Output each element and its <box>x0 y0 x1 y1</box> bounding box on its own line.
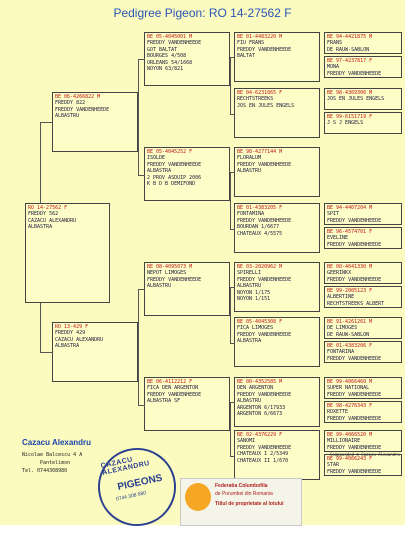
gen3-box-1: BE 01-4483220 M FIU FRANS FREDDY VANDENHEEDE BALTAT <box>234 32 320 82</box>
breeder: CAZACU ALEXANDRU <box>28 217 77 224</box>
gen3-box-3: BE 98-4277144 M FLORALUM FREDDY VANDENHEEDE ALBASTRU <box>234 147 320 197</box>
gen4-box-3: BE 98-4369306 M JOS EN JULES ENGELS <box>324 88 402 110</box>
subject-box <box>25 203 110 303</box>
gen3-box-2: BE 04-6231865 F RECHTSTREEKS JOS EN JULES ENGELS <box>234 88 320 138</box>
gen4-box-8: BE 99-2005123 F ALBERTINE RECHTSTREEKS ALBERT <box>324 286 402 308</box>
connector <box>230 402 235 457</box>
gen4-box-2: BE 97-4237817 F MONA FREDDY VANDENHEEDE <box>324 56 402 78</box>
gen4-box-10: BE 01-4383206 F FONTARINA FREDDY VANDENHEEDE <box>324 341 402 363</box>
gen4-box-1: BE 94-4421875 M FRANS DE RAUW-SABLON <box>324 32 402 54</box>
owner-phone: Tel. 0744308980 <box>22 468 68 474</box>
gen4-box-9: BE 91-4261261 M DE LIMOGES DE RAUW-SABLON <box>324 317 402 339</box>
gen4-box-5: BE 94-4407204 M SPIT FREDDY VANDENHEEDE <box>324 203 402 225</box>
connector <box>40 303 53 353</box>
gen2-box-3: BE 08-4095073 M NEPOT LIMOGES FREDDY VANDENHEEDE ALBASTRU <box>144 262 230 316</box>
dove-icon <box>185 483 211 511</box>
compiled-credit: Compounded © Cazacu Alexandru <box>330 452 400 457</box>
gen4-box-13: BE 99-4066520 M MILLIONAIRE FREDDY VANDENHEEDE <box>324 430 402 452</box>
gen2-box-1: BE 05-4045001 M FREDDY VANDENHEEDE GOT BALTAT BOURGES 4/508 ORLEANS 54/1668 NOYON 63/821 <box>144 32 230 86</box>
gen3-box-4: BE 01-4383205 F FONTAMINA FREDDY VANDENHEEDE BOURDAN 1/6677 CHATEAUX 4/5575 <box>234 203 320 253</box>
gen4-box-6: BE 96-4574701 F EVELINE FREDDY VANDENHEEDE <box>324 227 402 249</box>
gen3-box-8: BE 02-4376229 F SANOMI FREDDY VANDENHEEDE CHATEAUX I 2/5349 CHATEAUX II 1/670 <box>234 430 320 480</box>
gen4-box-4: BE 99-6151719 F J S J ENGELS <box>324 112 402 134</box>
gen4-box-7: BE 00-4041330 M GEERINKX FREDDY VANDENHEEDE <box>324 262 402 284</box>
gen3-box-5: BE 03-2020962 M SPIRELLI FREDDY VANDENHEEDE ALBASTRU NOYON 1/175 NOYON 1/151 <box>234 262 320 312</box>
gen3-box-7: BE 00-4352585 M DEN ARGENTON FREDDY VANDENHEEDE ALBASTRU ARGENTON 6/17933 ARGENTON 6/6673 <box>234 377 320 427</box>
connector <box>230 57 235 115</box>
page-title: Pedigree Pigeon: RO 14-27562 F <box>113 6 292 20</box>
connector <box>40 122 53 204</box>
gen2-box-2: BE 05-4045252 F ISOLDE FREDDY VANDENHEEDE ALBASTRA 2 PROV ASDUIP 2006 K B D B DEMIFOND <box>144 147 230 201</box>
dam-box: RO 13-429 F FREDDY 429 CAZACU ALEXANDRU ALBASTRA <box>52 322 138 382</box>
connector <box>138 289 145 406</box>
owner-stamp: CAZACU ALEXANDRU PIGEONS 0744 308 980 <box>91 441 184 533</box>
owner-address: Nicolae Balcescu 4 A <box>22 452 83 458</box>
connector <box>230 287 235 344</box>
federation-badge: Federatia Columbofila de Porumbei din Romania Titlul de proprietate al lotului <box>180 478 302 526</box>
gen3-box-6: BE 05-4045308 F FICA LIMOGES FREDDY VANDENHEEDE ALBASTRA <box>234 317 320 367</box>
gen4-box-14: BE 99-4066243 F STAR FREDDY VANDENHEEDE <box>324 454 402 476</box>
ring-number: RO 14-27562 F <box>28 205 68 211</box>
color: ALBASTRA <box>28 224 53 231</box>
connector <box>230 172 235 230</box>
owner-city: Pantelimon <box>40 460 71 466</box>
owner-name: Cazacu Alexandru <box>22 438 92 447</box>
sire-box: BE 06-4266822 M FREDDY 822 FREDDY VANDENHEEDE ALBASTRU <box>52 92 138 152</box>
connector <box>138 59 145 176</box>
gen4-box-12: BE 98-4276343 F ROXETTE FREDDY VANDENHEEDE <box>324 401 402 423</box>
gen2-box-4: BE 06-4112212 F FICA DEN ARGENTON FREDDY VANDENHEEDE ALBASTRA SF <box>144 377 230 431</box>
pigeon-name: FREDDY 562 <box>28 211 59 218</box>
gen4-box-11: BE 99-4066460 M SUPER NATIONAL FREDDY VANDENHEEDE <box>324 377 402 399</box>
